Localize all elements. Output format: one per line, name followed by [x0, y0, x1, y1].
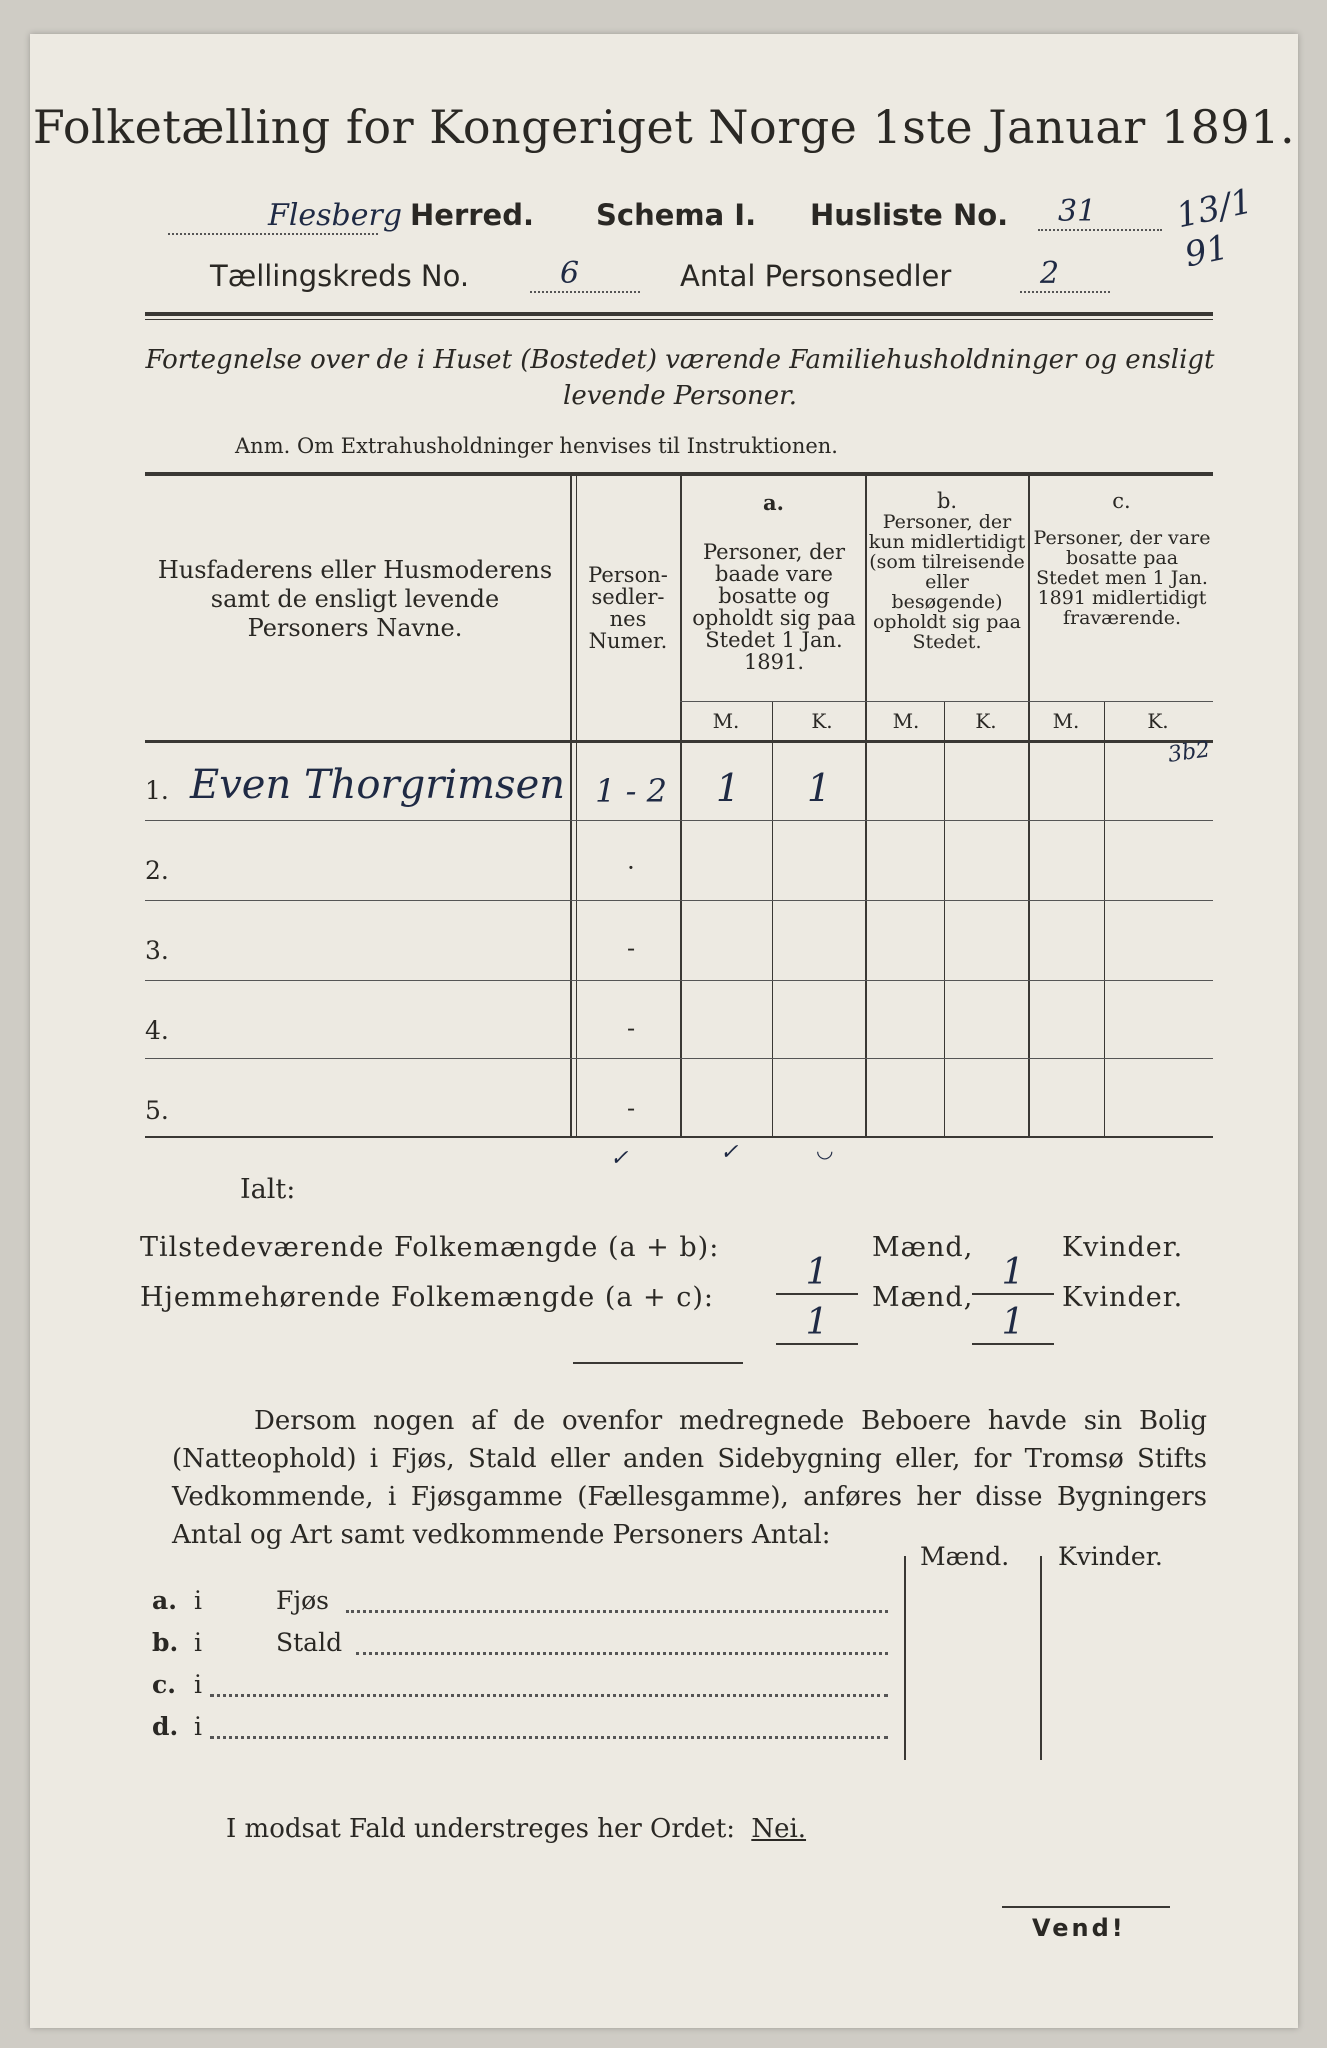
tilstede-maend-label: Mænd, — [872, 1232, 974, 1263]
husliste-label: Husliste No. — [810, 198, 1009, 232]
subtitle: Fortegnelse over de i Huset (Bostedet) værende Familiehusholdninger og ensligt levende Personer. — [145, 345, 1215, 411]
tilstede-maend-field — [776, 1252, 858, 1295]
building-c-i: i — [194, 1670, 202, 1699]
col-a-header: Personer, der baade vare bosatte og opholdt sig paa Stedet 1 Jan. 1891. — [692, 540, 856, 674]
col-divider-b-mk — [944, 701, 945, 1136]
section-divider — [573, 1362, 743, 1364]
census-form-sheet — [30, 34, 1298, 2028]
check-mark-3: ◡ — [816, 1138, 834, 1162]
building-b-i: i — [194, 1628, 202, 1657]
col-divider-4 — [1028, 474, 1030, 1136]
row-5-num: 5. — [145, 1096, 169, 1125]
building-a-dots — [346, 1610, 888, 1613]
tilstede-label: Tilstedeværende Folkemængde (a + b): — [140, 1232, 720, 1263]
row-1-side-note: 3b2 — [1166, 737, 1212, 768]
row-4-num: 4. — [145, 1016, 169, 1045]
tilstede-kvinder-value: 1 — [1001, 1252, 1025, 1293]
table-top-rule — [145, 472, 1213, 476]
personsedler-field — [1020, 256, 1110, 293]
row-2-num: 2. — [145, 856, 169, 885]
row-3-numer: - — [626, 934, 636, 962]
margin-date-note: 13/1 91 — [1172, 181, 1256, 276]
buildings-kvinder-header: Kvinder. — [1058, 1542, 1163, 1571]
building-d-dots — [210, 1736, 888, 1739]
c-m-label: M. — [1052, 709, 1080, 733]
kreds-label: Tællingskreds No. — [210, 259, 470, 293]
row-2-rule — [145, 900, 1213, 901]
row-5-numer: - — [626, 1094, 636, 1122]
tilstede-maend-value: 1 — [805, 1252, 829, 1293]
a-k-label: K. — [811, 709, 833, 733]
building-c-letter: c. — [152, 1670, 176, 1699]
c-k-label: K. — [1147, 709, 1169, 733]
row-2-numer: · — [627, 854, 635, 882]
hjemme-label: Hjemmehørende Folkemængde (a + c): — [140, 1282, 714, 1313]
herred-label: Herred. — [410, 198, 534, 232]
kreds-value: 6 — [560, 256, 580, 291]
building-c-dots — [210, 1694, 888, 1697]
hjemme-kvinder-field — [972, 1302, 1054, 1345]
husliste-value: 31 — [1058, 194, 1097, 229]
row-1-num: 1. — [145, 776, 169, 805]
personsedler-value: 2 — [1040, 256, 1060, 291]
buildings-paragraph: Dersom nogen af de ovenfor medregnede Beboere havde sin Bolig (Natteophold) i Fjøs, Stald eller anden Sidebygning eller, for Tromsø Stifts Vedkommende, i Fjøsgamme (Fællesgamme), anføres her disse Bygningers Antal og Art samt vedkommende Personers Antal: — [172, 1406, 1207, 1550]
b-k-label: K. — [975, 709, 997, 733]
personsedler-label: Antal Personsedler — [680, 259, 952, 293]
col-c-header: Personer, der vare bosatte paa Stedet men 1 Jan. 1891 midlertidigt fraværende. — [1033, 527, 1211, 629]
buildings-maend-header: Mænd. — [920, 1542, 1010, 1571]
hjemme-kvinder-value: 1 — [1001, 1302, 1025, 1343]
kreds-field — [530, 256, 640, 293]
hjemme-maend-value: 1 — [805, 1302, 829, 1343]
building-b-name: Stald — [276, 1628, 343, 1657]
col-name-header: Husfaderens eller Husmoderens samt de ensligt levende Personers Navne. — [157, 556, 553, 642]
row-1-rule — [145, 820, 1213, 821]
row-4-rule — [145, 1058, 1213, 1059]
mk-rule — [680, 701, 1213, 702]
tilstede-kvinder-field — [972, 1252, 1054, 1295]
husliste-field — [1038, 194, 1162, 231]
check-mark-1: ✓ — [610, 1146, 629, 1171]
col-divider-2 — [680, 474, 682, 1136]
row-4-numer: - — [626, 1014, 636, 1042]
vend-label: Vend! — [1032, 1914, 1126, 1942]
building-a-name: Fjøs — [276, 1586, 329, 1615]
col-divider-c-mk — [1104, 701, 1105, 1136]
a-m-label: M. — [712, 709, 740, 733]
col-b-header: Personer, der kun midlertidigt (som tilreisende eller besøgende) opholdt sig paa Stedet. — [868, 511, 1026, 653]
building-b-dots — [356, 1652, 888, 1655]
herred-line — [168, 198, 403, 235]
col-c-letter: c. — [1112, 489, 1131, 513]
col-divider-1 — [570, 474, 572, 1136]
col-divider-a-mk — [772, 701, 773, 1136]
hjemme-maend-field — [776, 1302, 858, 1345]
modsat-word: Nei. — [751, 1814, 807, 1844]
header-rule — [145, 312, 1213, 316]
col-a-letter: a. — [763, 490, 784, 515]
row-3-rule — [145, 980, 1213, 981]
tilstede-kvinder-label: Kvinder. — [1062, 1232, 1184, 1263]
anm-note: Anm. Om Extrahusholdninger henvises til Instruktionen. — [235, 434, 838, 458]
hjemme-maend-label: Mænd, — [872, 1282, 974, 1313]
building-a-letter: a. — [152, 1586, 177, 1615]
building-d-letter: d. — [152, 1712, 179, 1741]
row-1-a-k: 1 — [806, 766, 832, 810]
buildings-divider-2 — [1040, 1556, 1042, 1760]
b-m-label: M. — [892, 709, 920, 733]
col-b-letter: b. — [936, 489, 958, 513]
schema-label: Schema I. — [596, 198, 757, 232]
vend-rule — [1002, 1906, 1170, 1908]
row-1-name: Even Thorgrimsen — [190, 762, 565, 808]
col-divider-1b — [576, 474, 577, 1136]
building-d-i: i — [194, 1712, 202, 1741]
header-rule-thin — [145, 319, 1213, 320]
col-number-header: Person-sedler-nes Numer. — [588, 563, 668, 653]
check-mark-2: ✓ — [720, 1140, 739, 1165]
herred-value: Flesberg — [168, 198, 378, 235]
ialt-label: Ialt: — [240, 1174, 296, 1205]
col-divider-3 — [865, 474, 867, 1136]
form-title: Folketælling for Kongeriget Norge 1ste Januar 1891. — [32, 100, 1296, 154]
building-b-letter: b. — [152, 1628, 179, 1657]
table-header-rule — [145, 740, 1213, 743]
building-a-i: i — [194, 1586, 202, 1615]
table-bottom-rule — [145, 1136, 1213, 1138]
row-1-numer: 1 - 2 — [595, 772, 667, 810]
modsat-line — [226, 1814, 806, 1844]
row-3-num: 3. — [145, 936, 169, 965]
modsat-text: I modsat Fald understreges her Ordet: — [226, 1814, 736, 1844]
buildings-divider-1 — [904, 1556, 906, 1760]
hjemme-kvinder-label: Kvinder. — [1062, 1282, 1184, 1313]
row-1-a-m: 1 — [715, 766, 741, 810]
